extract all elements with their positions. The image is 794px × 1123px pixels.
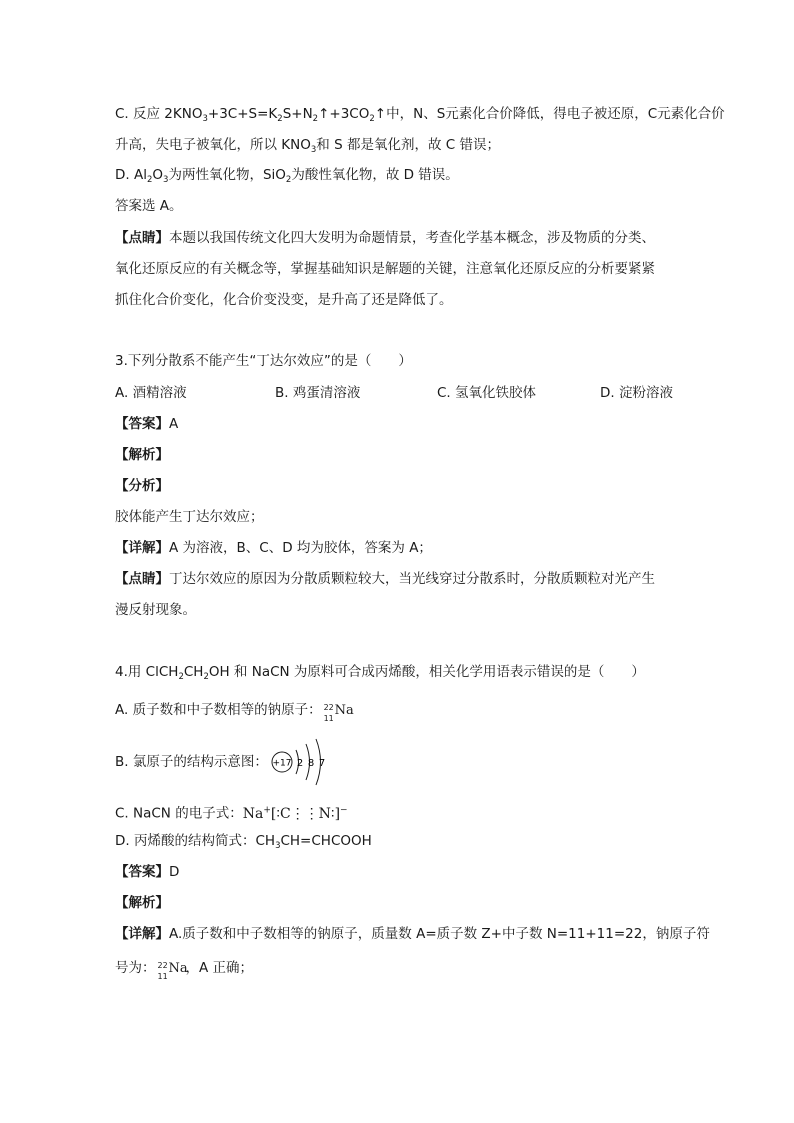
q3-xiangjie: 【详解】A 为溶液，B、C、D 均为胶体，答案为 A；: [115, 540, 432, 556]
sodium-nuclide-symbol-2: 22 11 Na: [157, 961, 188, 981]
q4-xiangjie-line-2: 号为： 22 11 Na ，A 正确；: [115, 960, 254, 981]
nacn-electron-formula: Na+[∶C⋮⋮N∶]−: [242, 805, 348, 822]
dianjing-tag: 【点睛】: [115, 230, 169, 246]
dianjing-line-2: 氧化还原反应的有关概念等，掌握基础知识是解题的关键，注意氧化还原反应的分析要紧紧: [115, 261, 655, 277]
option-c-analysis-line-2: 升高，失电子被氧化，所以 $KNO_3$和 S 都是氧化剂，故 C 错误；: [115, 137, 500, 155]
question-4-stem: 4.用 $ClCH_2CH_2OH$ 和 NaCN 为原料可合成丙烯酸，相关化学用语表示错误的是（ ）: [115, 664, 645, 682]
option-c-analysis-line-1: C. 反应 $2KNO_3+3C+S=K_2S+N_2↑+3CO_2↑$中，N、S元素化合价降低，得电子被还原，C元素化合价: [115, 106, 725, 124]
question-3-options: [115, 383, 684, 403]
q3-dianjing-line-1: 【点睛】丁达尔效应的原因为分散质颗粒较大，当光线穿过分散系时，分散质颗粒对光产生: [115, 571, 655, 587]
shell-1-electrons: 2: [296, 758, 304, 769]
q3-option-d: D. 淀粉溶液: [600, 385, 673, 401]
nucleus-charge: +17: [272, 758, 292, 769]
shell-3-electrons: 7: [318, 758, 326, 769]
q3-answer: 【答案】A: [115, 416, 179, 432]
q4-option-d: D. 丙烯酸的结构简式：$CH_3CH=CHCOOH$: [115, 833, 372, 851]
chlorine-atom-structure-diagram: [268, 736, 338, 786]
q3-option-a: A. 酒精溶液: [115, 385, 187, 401]
q3-option-b: B. 鸡蛋清溶液: [275, 385, 361, 401]
q3-option-c: C. 氢氧化铁胶体: [437, 385, 537, 401]
q4-option-c: C. NaCN 的电子式：Na+[∶C⋮⋮N∶]−: [115, 805, 348, 822]
q4-answer: 【答案】D: [115, 864, 180, 880]
q4-option-a: A. 质子数和中子数相等的钠原子： 22 11 Na: [115, 702, 354, 723]
answer-choice-a: 答案选 A。: [115, 198, 183, 214]
q3-fenxi-text: 胶体能产生丁达尔效应；: [115, 509, 264, 525]
q3-fenxi-heading: 【分析】: [115, 478, 169, 494]
q3-dianjing-line-2: 漫反射现象。: [115, 602, 196, 618]
q4-xiangjie-line-1: 【详解】A.质子数和中子数相等的钠原子，质量数 A=质子数 Z+中子数 N=11+11=22，钠原子符: [115, 926, 710, 942]
question-3-stem: 3.下列分散系不能产生“丁达尔效应”的是（ ）: [115, 353, 412, 369]
dianjing-line-1: 【点睛】本题以我国传统文化四大发明为命题情景，考查化学基本概念，涉及物质的分类、: [115, 230, 655, 246]
shell-2-electrons: 8: [307, 758, 315, 769]
sodium-nuclide-symbol: 22 11 Na: [323, 703, 354, 723]
q3-jiexi-heading: 【解析】: [115, 447, 169, 463]
option-d-analysis: D. $Al_2O_3$为两性氧化物，SiO$_2$为酸性氧化物，故 D 错误。: [115, 167, 459, 185]
q4-option-b: B. 氯原子的结构示意图：: [115, 754, 268, 770]
q4-jiexi-heading: 【解析】: [115, 895, 169, 911]
dianjing-line-3: 抓住化合价变化，化合价变没变，是升高了还是降低了。: [115, 292, 453, 308]
